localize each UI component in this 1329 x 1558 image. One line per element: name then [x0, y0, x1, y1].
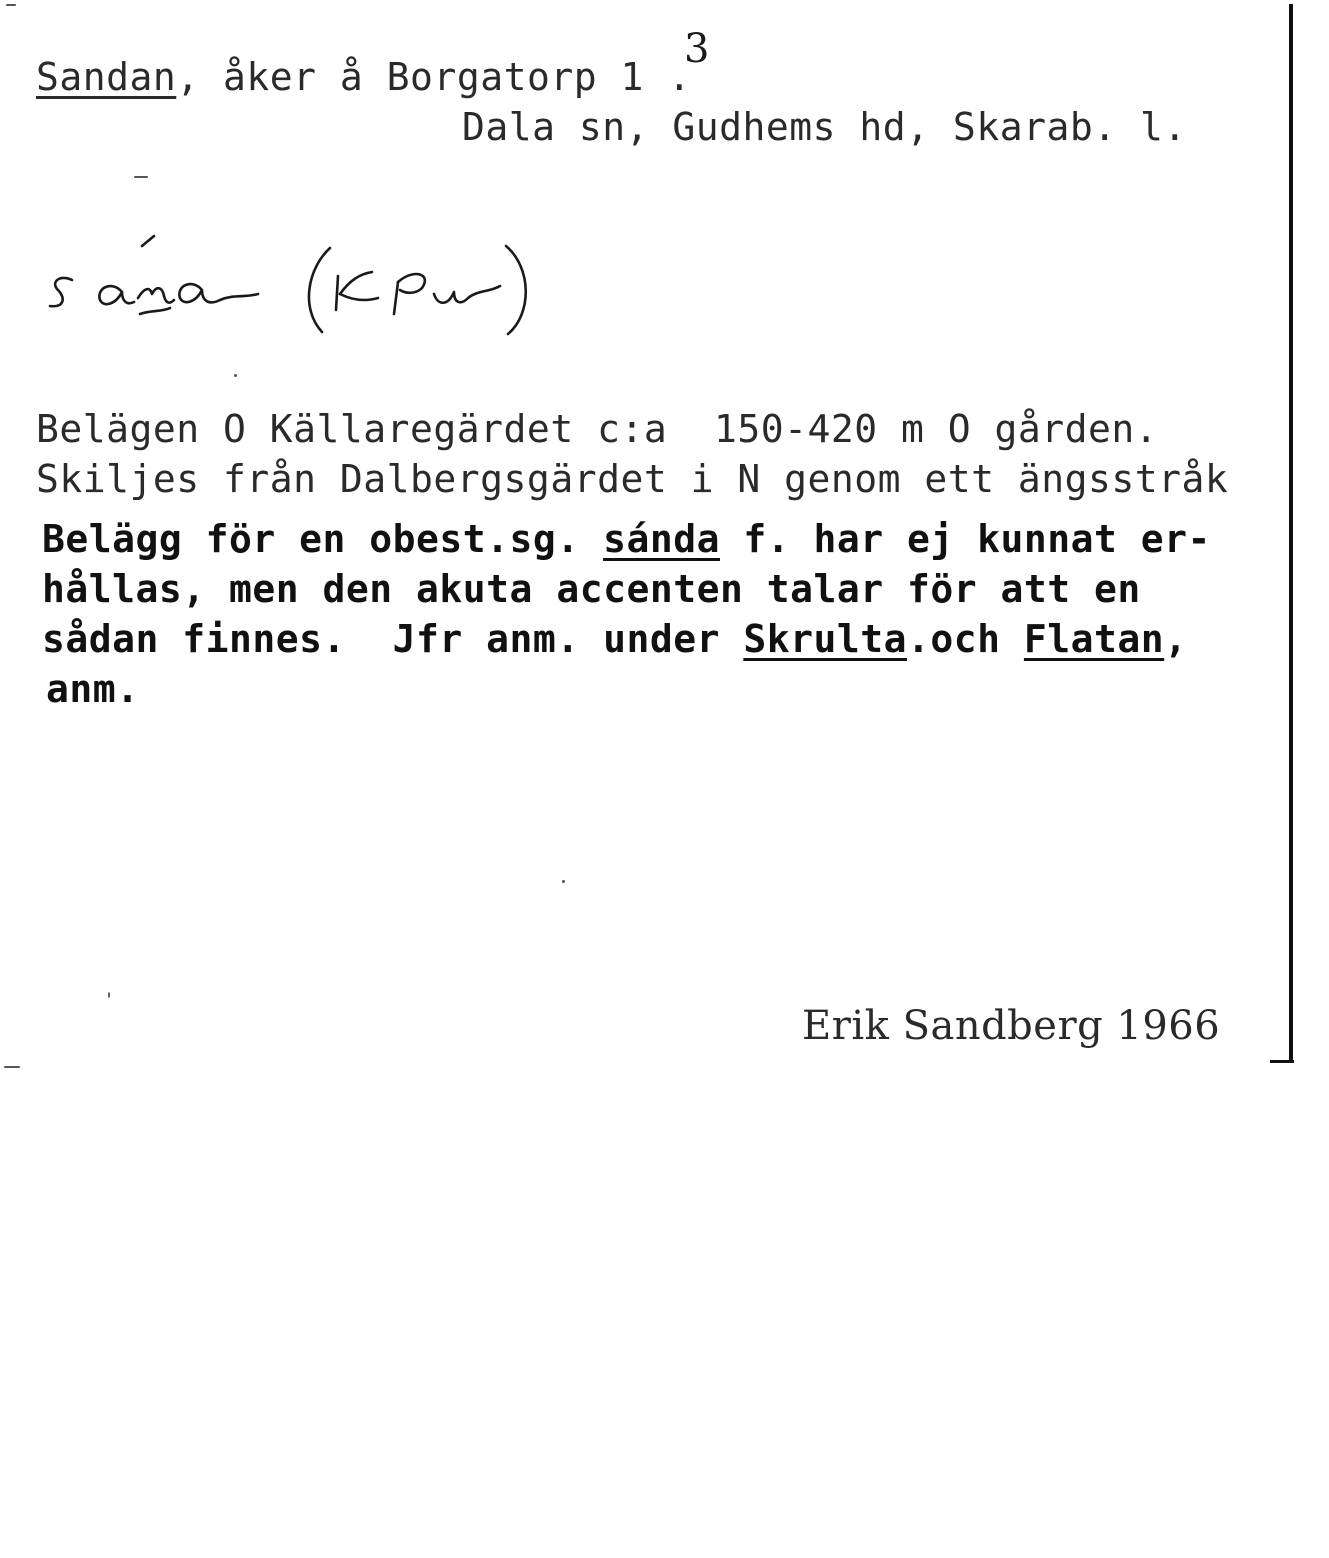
- card-corner-mark: [1270, 1060, 1294, 1063]
- card-edge-line: [1289, 4, 1293, 1062]
- body-line-3-start: Belägg för en obest.sg.: [42, 517, 604, 561]
- scan-speck: [108, 992, 110, 998]
- reference-flatan: Flatan: [1023, 617, 1165, 661]
- title-description: , åker å Borgatorp 1: [176, 55, 644, 99]
- scan-speck: [134, 176, 148, 178]
- title-trailing: .: [667, 55, 692, 99]
- card-title: [36, 55, 692, 99]
- scan-speck: [4, 1066, 20, 1068]
- scan-speck: [234, 374, 237, 377]
- location-line: Dala sn, Gudhems hd, Skarab. l.: [462, 105, 1187, 149]
- scan-speck: [562, 880, 565, 883]
- body-line-6: anm.: [46, 667, 140, 711]
- body-line-5-end: ,: [1164, 617, 1188, 661]
- body-line-1: Belägen O Källaregärdet c:a 150-420 m O gården.: [36, 407, 1159, 451]
- underlined-form-sanda: sánda: [603, 517, 720, 561]
- body-line-3: [42, 517, 1211, 561]
- handwritten-pronunciation: [38, 228, 538, 348]
- body-line-5-start: sådan finnes. Jfr anm. under: [42, 617, 744, 661]
- place-name: Sandan: [36, 55, 177, 99]
- body-line-3-end: f. har ej kunnat er-: [719, 517, 1211, 561]
- handwritten-text-hidden: sána (KPu): [38, 228, 45, 229]
- body-line-4: hållas, men den akuta accenten talar för att en: [42, 567, 1141, 611]
- signature: Erik Sandberg 1966: [802, 1003, 1221, 1049]
- body-line-2: Skiljes från Dalbergsgärdet i N genom ett ängsstråk: [36, 457, 1229, 501]
- title-superscript: 3: [684, 26, 710, 72]
- body-line-5-middle: .och: [907, 617, 1024, 661]
- body-line-5: [42, 617, 1188, 661]
- scan-speck: [6, 4, 16, 6]
- reference-skrulta: Skrulta: [743, 617, 907, 661]
